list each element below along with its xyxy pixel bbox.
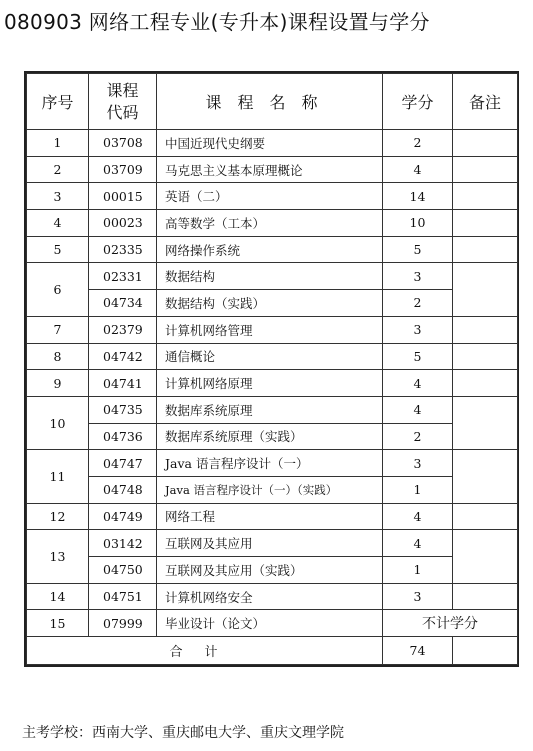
credit-cell: 3 — [383, 316, 453, 343]
credit-cell: 3 — [383, 450, 453, 477]
table-row — [27, 530, 518, 557]
header-code-line1: 课程 — [106, 80, 139, 100]
seq-cell: 13 — [27, 530, 89, 583]
credit-cell: 2 — [383, 130, 453, 157]
credit-cell: 5 — [383, 236, 453, 263]
table-row — [27, 396, 518, 423]
table-row — [27, 583, 518, 610]
note-cell — [453, 236, 518, 263]
credit-cell: 4 — [383, 370, 453, 397]
seq-cell: 15 — [27, 610, 89, 637]
header-note: 备注 — [453, 74, 518, 130]
credit-cell: 3 — [383, 583, 453, 610]
credit-cell: 14 — [383, 183, 453, 210]
name-cell: 互联网及其应用（实践） — [157, 557, 383, 584]
total-label: 合计 — [27, 637, 383, 665]
note-cell — [453, 343, 518, 370]
name-cell: 毕业设计（论文） — [157, 610, 383, 637]
table-row — [27, 450, 518, 477]
code-cell: 04751 — [89, 583, 157, 610]
table-row — [27, 290, 518, 317]
table-row — [27, 183, 518, 210]
table-row — [27, 476, 518, 503]
credit-cell: 5 — [383, 343, 453, 370]
name-cell: 计算机网络管理 — [157, 316, 383, 343]
credit-cell: 1 — [383, 557, 453, 584]
seq-cell: 8 — [27, 343, 89, 370]
code-cell: 04734 — [89, 290, 157, 317]
name-cell: 高等数学（工本） — [157, 210, 383, 237]
credit-cell: 10 — [383, 210, 453, 237]
name-cell: 互联网及其应用 — [157, 530, 383, 557]
seq-cell: 9 — [27, 370, 89, 397]
note-cell — [453, 450, 518, 503]
name-cell: 英语（二） — [157, 183, 383, 210]
code-cell: 04736 — [89, 423, 157, 450]
code-cell: 04748 — [89, 476, 157, 503]
noncredit-cell: 不计学分 — [383, 610, 518, 637]
note-cell — [453, 396, 518, 449]
note-cell — [453, 263, 518, 316]
note-cell — [453, 530, 518, 583]
header-code-line2: 代码 — [106, 102, 139, 122]
seq-cell: 12 — [27, 503, 89, 530]
seq-cell: 1 — [27, 130, 89, 157]
code-cell: 00023 — [89, 210, 157, 237]
course-table-wrapper — [24, 71, 519, 667]
credit-cell: 4 — [383, 503, 453, 530]
table-row — [27, 130, 518, 157]
table-row — [27, 316, 518, 343]
name-cell: 计算机网络原理 — [157, 370, 383, 397]
table-row — [27, 343, 518, 370]
note-cell — [453, 183, 518, 210]
code-cell: 02379 — [89, 316, 157, 343]
seq-cell: 6 — [27, 263, 89, 316]
credit-cell: 4 — [383, 530, 453, 557]
seq-cell: 5 — [27, 236, 89, 263]
table-row — [27, 610, 518, 637]
seq-cell: 4 — [27, 210, 89, 237]
note-cell — [453, 210, 518, 237]
code-cell: 02331 — [89, 263, 157, 290]
credit-cell: 4 — [383, 156, 453, 183]
name-cell: 马克思主义基本原理概论 — [157, 156, 383, 183]
seq-cell: 7 — [27, 316, 89, 343]
code-cell: 02335 — [89, 236, 157, 263]
seq-cell: 11 — [27, 450, 89, 503]
code-cell: 03709 — [89, 156, 157, 183]
note-cell — [453, 637, 518, 665]
table-row — [27, 210, 518, 237]
header-row — [27, 74, 518, 130]
seq-cell: 3 — [27, 183, 89, 210]
code-cell: 04735 — [89, 396, 157, 423]
table-row — [27, 263, 518, 290]
note-cell — [453, 316, 518, 343]
name-cell: 通信概论 — [157, 343, 383, 370]
note-cell — [453, 503, 518, 530]
seq-cell: 14 — [27, 583, 89, 610]
code-cell: 00015 — [89, 183, 157, 210]
note-cell — [453, 370, 518, 397]
total-credit: 74 — [383, 637, 453, 665]
note-cell — [453, 156, 518, 183]
name-cell: 网络操作系统 — [157, 236, 383, 263]
note-cell — [453, 583, 518, 610]
code-cell: 04742 — [89, 343, 157, 370]
name-cell: 网络工程 — [157, 503, 383, 530]
code-cell: 04741 — [89, 370, 157, 397]
table-row — [27, 236, 518, 263]
name-cell: Java 语言程序设计（一）（实践） — [157, 476, 383, 503]
seq-cell: 10 — [27, 396, 89, 449]
credit-cell: 4 — [383, 396, 453, 423]
name-cell: Java 语言程序设计（一） — [157, 450, 383, 477]
credit-cell: 3 — [383, 263, 453, 290]
code-cell: 07999 — [89, 610, 157, 637]
code-cell: 03708 — [89, 130, 157, 157]
credit-cell: 2 — [383, 290, 453, 317]
header-name: 课程名称 — [157, 74, 383, 130]
total-row — [27, 637, 518, 665]
name-cell: 数据结构 — [157, 263, 383, 290]
credit-cell: 1 — [383, 476, 453, 503]
name-cell: 中国近现代史纲要 — [157, 130, 383, 157]
name-cell: 数据库系统原理（实践） — [157, 423, 383, 450]
table-row — [27, 557, 518, 584]
header-credit: 学分 — [383, 74, 453, 130]
code-cell: 04749 — [89, 503, 157, 530]
name-cell: 数据库系统原理 — [157, 396, 383, 423]
table-row — [27, 503, 518, 530]
header-seq: 序号 — [27, 74, 89, 130]
seq-cell: 2 — [27, 156, 89, 183]
code-cell: 04747 — [89, 450, 157, 477]
name-cell: 计算机网络安全 — [157, 583, 383, 610]
credit-cell: 2 — [383, 423, 453, 450]
note-cell — [453, 130, 518, 157]
course-table — [26, 73, 518, 665]
code-cell: 04750 — [89, 557, 157, 584]
name-cell: 数据结构（实践） — [157, 290, 383, 317]
table-row — [27, 156, 518, 183]
page-title: 080903 网络工程专业(专升本)课程设置与学分 — [4, 10, 430, 34]
code-cell: 03142 — [89, 530, 157, 557]
table-row — [27, 370, 518, 397]
header-code — [89, 74, 157, 130]
table-row — [27, 423, 518, 450]
exam-schools-footer: 主考学校：西南大学、重庆邮电大学、重庆文理学院 — [22, 725, 344, 741]
